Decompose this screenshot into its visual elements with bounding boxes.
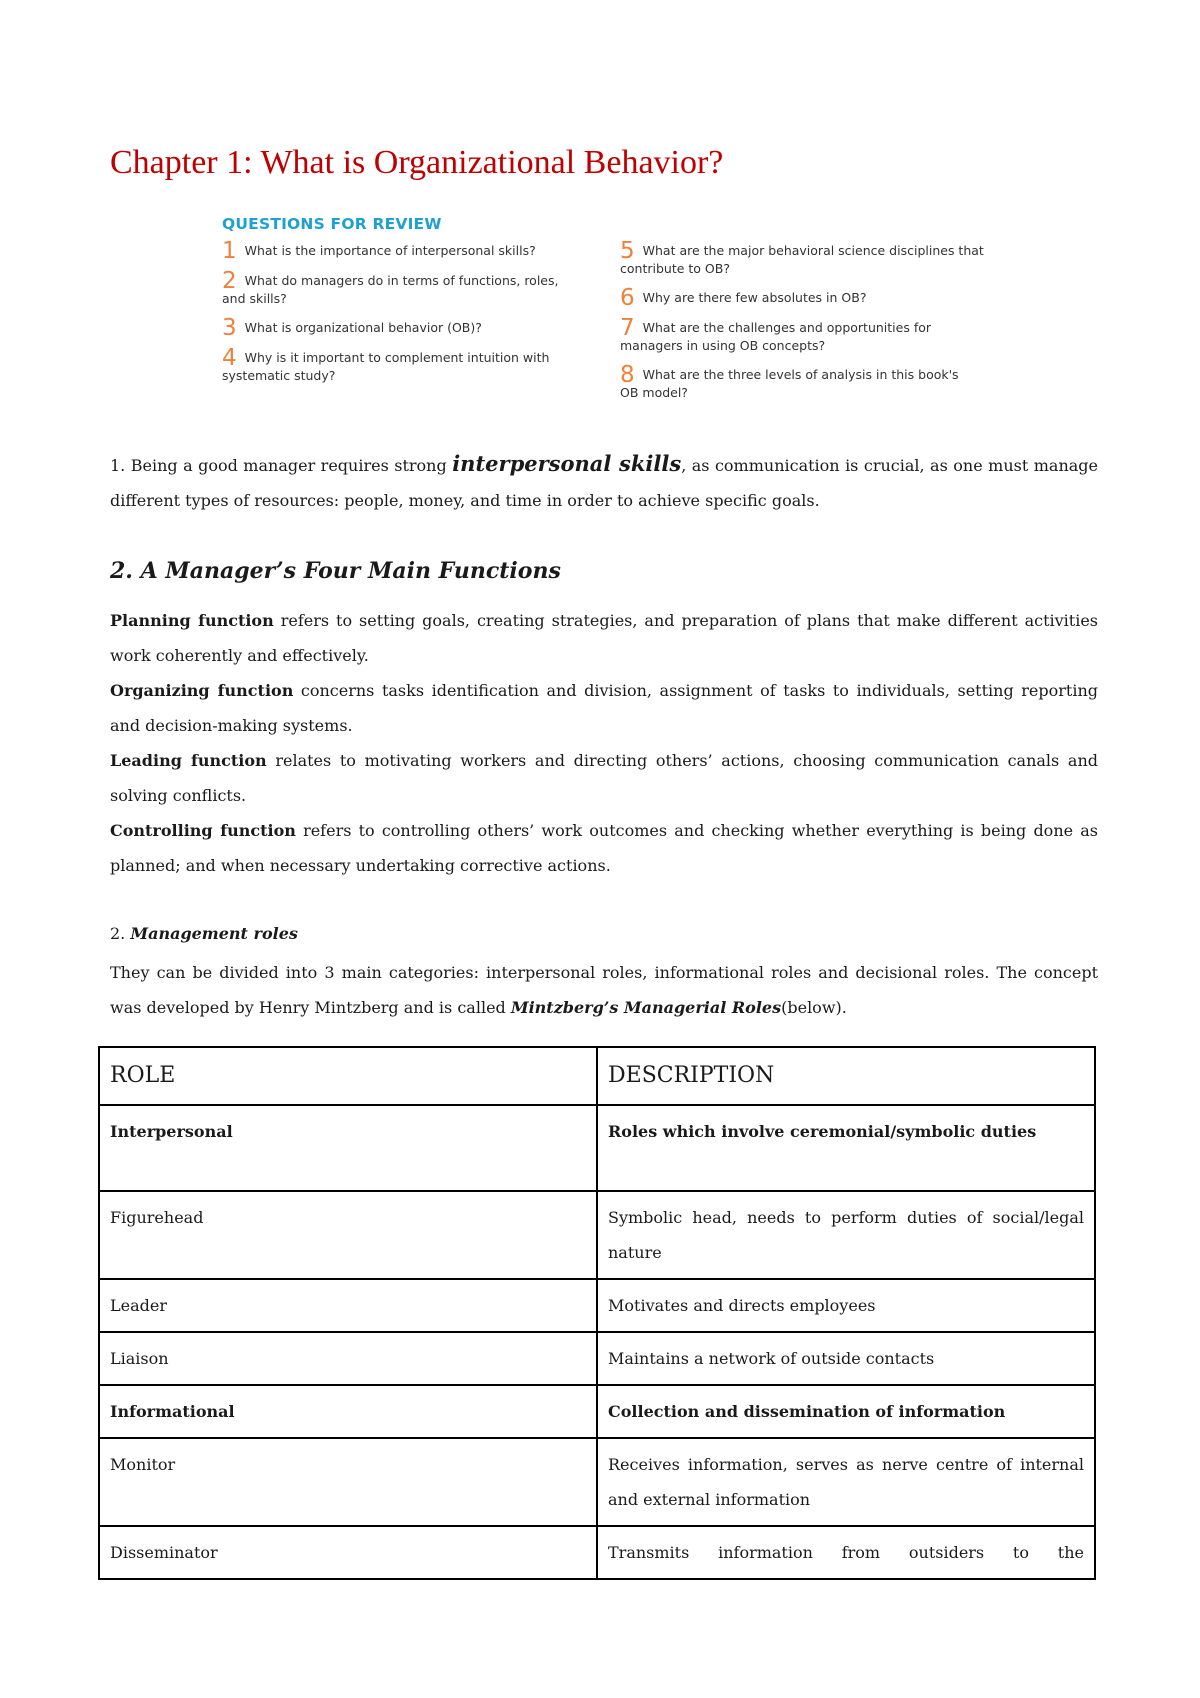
description-cell: Symbolic head, needs to perform duties of social/legal nature bbox=[597, 1191, 1095, 1279]
question-number: 2 bbox=[222, 268, 237, 294]
planning-function-paragraph: Planning function refers to setting goals, creating strategies, and preparation of plans that make different activities work coherently and effectively. bbox=[110, 611, 1099, 665]
question-text: What are the challenges and opportunities for managers in using OB concepts? bbox=[620, 320, 932, 353]
review-heading: QUESTIONS FOR REVIEW bbox=[222, 215, 442, 233]
role-cell: Interpersonal bbox=[99, 1105, 597, 1191]
question-number: 1 bbox=[222, 238, 237, 264]
function-term: Organizing function bbox=[110, 681, 294, 700]
review-question-3 bbox=[222, 315, 552, 341]
question-number: 5 bbox=[620, 238, 635, 264]
role-cell: Liaison bbox=[99, 1332, 597, 1385]
table-row bbox=[99, 1191, 1095, 1279]
question-text: What is the importance of interpersonal skills? bbox=[244, 243, 536, 258]
function-term: Controlling function bbox=[110, 821, 296, 840]
question-number: 6 bbox=[620, 285, 635, 311]
role-cell: Disseminator bbox=[99, 1526, 597, 1579]
review-question-2 bbox=[222, 268, 567, 307]
table-header-row bbox=[99, 1047, 1095, 1105]
question-text: Why is it important to complement intuition with systematic study? bbox=[222, 350, 550, 383]
function-term: Leading function bbox=[110, 751, 267, 770]
question-text: What is organizational behavior (OB)? bbox=[244, 320, 482, 335]
questions-for-review-box bbox=[222, 212, 1022, 422]
header-description: DESCRIPTION bbox=[597, 1047, 1095, 1105]
question-text: Why are there few absolutes in OB? bbox=[642, 290, 867, 305]
description-cell: Roles which involve ceremonial/symbolic duties bbox=[597, 1105, 1095, 1191]
leading-function-paragraph: Leading function relates to motivating workers and directing others’ actions, choosing communication canals and solving conflicts. bbox=[110, 751, 1098, 805]
description-cell: Motivates and directs employees bbox=[597, 1279, 1095, 1332]
management-roles-intro: They can be divided into 3 main categories: interpersonal roles, informational roles and decisional roles. The concept was developed by Henry Mintzberg and is called Mintzberg’s Managerial Roles(below). bbox=[110, 963, 1098, 1017]
function-term: Planning function bbox=[110, 611, 274, 630]
answer-1-paragraph: 1. Being a good manager requires strong interpersonal skills, as communication is crucial, as one must manage different types of resources: people, money, and time in order to achieve specific goals. bbox=[110, 451, 1098, 510]
description-cell: Receives information, serves as nerve centre of internal and external information bbox=[597, 1438, 1095, 1526]
table-row bbox=[99, 1385, 1095, 1438]
question-text: What are the major behavioral science disciplines that contribute to OB? bbox=[620, 243, 984, 276]
review-question-5 bbox=[620, 238, 1005, 277]
mintzberg-roles-emphasis: Mintzberg’s Managerial Roles bbox=[510, 998, 782, 1017]
review-question-7 bbox=[620, 315, 950, 354]
managerial-roles-table bbox=[98, 1046, 1096, 1580]
question-number: 4 bbox=[222, 345, 237, 371]
description-cell: Transmits information from outsiders to the bbox=[597, 1526, 1095, 1579]
role-cell: Monitor bbox=[99, 1438, 597, 1526]
description-cell: Collection and dissemination of information bbox=[597, 1385, 1095, 1438]
review-question-8 bbox=[620, 362, 965, 401]
table-row bbox=[99, 1526, 1095, 1579]
question-number: 8 bbox=[620, 362, 635, 388]
role-cell: Figurehead bbox=[99, 1191, 597, 1279]
chapter-title: Chapter 1: What is Organizational Behavior? bbox=[110, 144, 724, 181]
management-roles-heading: 2. Management roles bbox=[110, 924, 298, 943]
interpersonal-skills-emphasis: interpersonal skills bbox=[452, 451, 682, 476]
question-text: What are the three levels of analysis in this book's OB model? bbox=[620, 367, 959, 400]
organizing-function-paragraph: Organizing function concerns tasks identification and division, assignment of tasks to individuals, setting reporting and decision-making systems. bbox=[110, 681, 1098, 735]
review-question-1 bbox=[222, 238, 552, 264]
role-cell: Informational bbox=[99, 1385, 597, 1438]
table-row bbox=[99, 1279, 1095, 1332]
four-functions-heading: 2. A Manager’s Four Main Functions bbox=[110, 558, 561, 584]
role-cell: Leader bbox=[99, 1279, 597, 1332]
controlling-function-paragraph: Controlling function refers to controlling others’ work outcomes and checking whether everything is being done as planned; and when necessary undertaking corrective actions. bbox=[110, 821, 1099, 875]
review-question-4 bbox=[222, 345, 567, 384]
table-row bbox=[99, 1105, 1095, 1191]
table-row bbox=[99, 1332, 1095, 1385]
header-role: ROLE bbox=[99, 1047, 597, 1105]
review-question-6 bbox=[620, 285, 1005, 311]
table-row bbox=[99, 1438, 1095, 1526]
question-number: 7 bbox=[620, 315, 635, 341]
question-text: What do managers do in terms of functions, roles, and skills? bbox=[222, 273, 559, 306]
question-number: 3 bbox=[222, 315, 237, 341]
description-cell: Maintains a network of outside contacts bbox=[597, 1332, 1095, 1385]
